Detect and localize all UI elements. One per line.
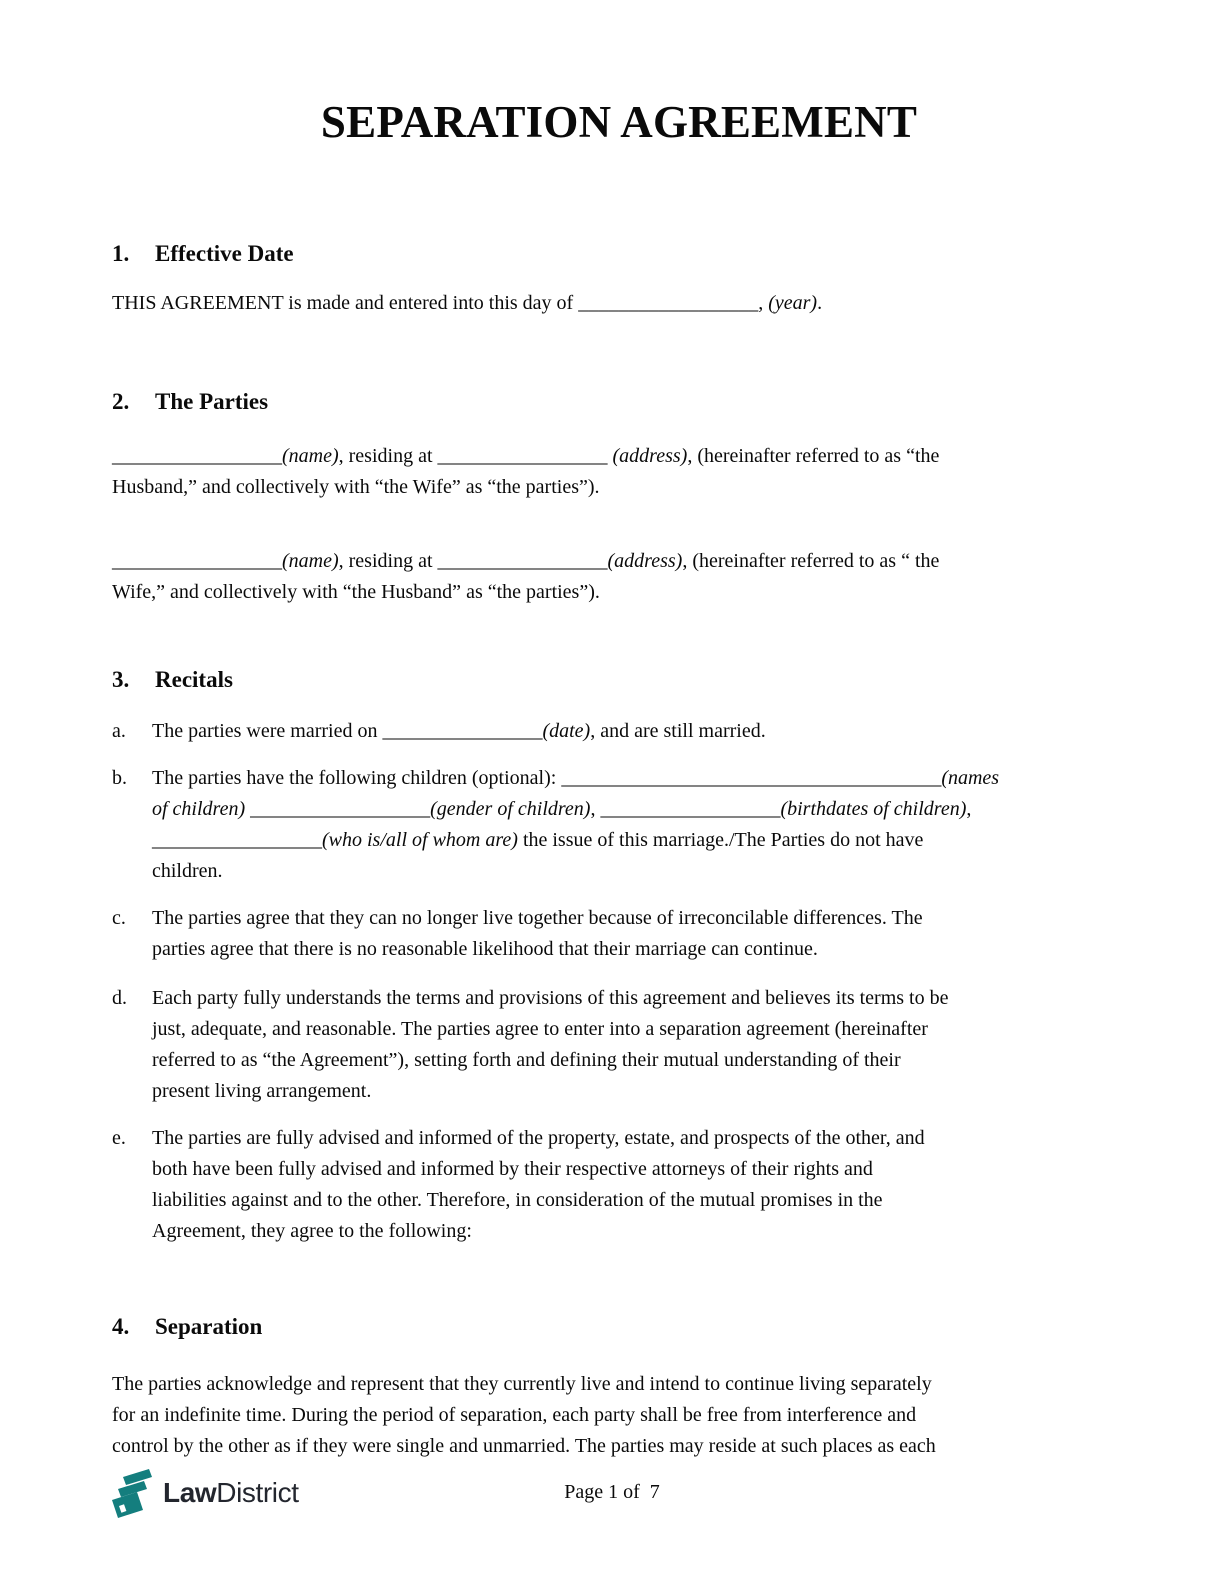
item-letter: a. (112, 720, 126, 742)
recital-item-a (112, 716, 1126, 747)
section-title: Separation (155, 1314, 263, 1339)
item-letter: d. (112, 987, 127, 1009)
section-title: The Parties (155, 389, 269, 414)
text-segment: children. (152, 860, 223, 882)
text-segment: present living arrangement. (152, 1080, 372, 1102)
text-segment: (birthdates of children) (780, 798, 967, 820)
husband-party-paragraph (112, 441, 1126, 503)
blank-field: __________________ (250, 798, 431, 820)
text-segment: (address) (607, 550, 683, 572)
item-text (152, 983, 1126, 1107)
section-number: 4. (112, 1314, 130, 1339)
text-segment: The parties are fully advised and informed of the property, estate, and prospects of the other, and (152, 1127, 925, 1149)
text-segment: referred to as “the Agreement”), setting forth and defining their mutual understanding of their (152, 1049, 901, 1071)
section-effective-date (112, 240, 1126, 319)
section-title: Recitals (155, 667, 233, 692)
text-segment: THIS AGREEMENT is made and entered into this day of (112, 292, 579, 314)
blank-field: _________________ (437, 445, 613, 467)
page-number: Page 1 of 7 (564, 1481, 660, 1503)
recital-item-b (112, 763, 1126, 887)
text-segment: , residing at (338, 445, 438, 467)
item-text (152, 716, 1126, 747)
text-segment: The parties acknowledge and represent that they currently live and intend to continue living separately (112, 1373, 932, 1395)
blank-field: _________________ (152, 829, 322, 851)
section-the-parties (112, 388, 1126, 608)
blank-field: _________________ (437, 550, 608, 572)
section-heading (112, 1313, 1126, 1341)
blank-field: _________________ (112, 550, 282, 572)
item-letter: b. (112, 767, 127, 789)
text-segment: (name) (282, 445, 339, 467)
text-segment: , and are still married. (590, 720, 766, 742)
blank-field: __________________ (578, 292, 759, 314)
text-segment: (year) (768, 292, 818, 314)
separation-paragraph (112, 1369, 1126, 1462)
text-segment: Wife,” and collectively with “the Husband” as “the parties”). (112, 581, 600, 603)
text-segment: for an indefinite time. During the period of separation, each party shall be free from interference and (112, 1404, 917, 1426)
document-content (112, 0, 1126, 1462)
blank-field: ________________ (382, 720, 543, 742)
text-segment: the issue of this marriage./The Parties do not have (517, 829, 924, 851)
item-letter: c. (112, 907, 126, 929)
text-segment: , (hereinafter referred to as “the (687, 445, 940, 467)
blank-field: ______________________________________ (561, 767, 942, 789)
effective-date-paragraph (112, 288, 1126, 319)
section-separation (112, 1313, 1126, 1462)
text-segment: , (hereinafter referred to as “ the (682, 550, 940, 572)
blank-field: _________________ (112, 445, 282, 467)
section-number: 1. (112, 241, 130, 266)
section-number: 2. (112, 389, 130, 414)
text-segment: liabilities against and to the other. Therefore, in consideration of the mutual promises in the (152, 1189, 883, 1211)
text-segment: (date) (542, 720, 591, 742)
recital-item-d (112, 983, 1126, 1107)
item-letter: e. (112, 1127, 126, 1149)
section-title: Effective Date (155, 241, 294, 266)
logo-district-text: District (216, 1477, 299, 1508)
text-segment: (who is/all of whom are) (322, 829, 518, 851)
text-segment: Agreement, they agree to the following: (152, 1220, 472, 1242)
section-number: 3. (112, 667, 130, 692)
text-segment: , (758, 292, 769, 314)
text-segment: both have been fully advised and informed by their respective attorneys of their rights and (152, 1158, 873, 1180)
section-recitals (112, 666, 1126, 1247)
section-heading (112, 388, 1126, 416)
recital-item-c (112, 903, 1126, 965)
text-segment: of children) (152, 798, 246, 820)
section-heading (112, 666, 1126, 694)
text-segment: Each party fully understands the terms and provisions of this agreement and believes its terms to be (152, 987, 949, 1009)
text-segment: (address) (612, 445, 688, 467)
text-segment: (gender of children) (430, 798, 591, 820)
text-segment: (name) (282, 550, 339, 572)
blank-field: __________________ (600, 798, 781, 820)
item-text (152, 1123, 1126, 1247)
section-heading (112, 240, 1126, 268)
item-text (152, 763, 1126, 887)
document-title: SEPARATION AGREEMENT (320, 97, 918, 147)
text-segment: The parties were married on (152, 720, 383, 742)
recital-item-e (112, 1123, 1126, 1247)
item-text (152, 903, 1126, 965)
text-segment: Husband,” and collectively with “the Wife” as “the parties”). (112, 476, 600, 498)
text-segment: . (817, 292, 823, 314)
text-segment: , residing at (338, 550, 438, 572)
text-segment: , (966, 798, 972, 820)
text-segment: just, adequate, and reasonable. The parties agree to enter into a separation agreement (hereinafter (152, 1018, 928, 1040)
text-segment: , (590, 798, 601, 820)
logo-law-text: Law (163, 1477, 217, 1508)
text-segment: The parties agree that they can no longer live together because of irreconcilable differences. The (152, 907, 923, 929)
text-segment: The parties have the following children (optional): (152, 767, 562, 789)
text-segment: control by the other as if they were single and unmarried. The parties may reside at such places as each (112, 1435, 936, 1457)
wife-party-paragraph (112, 546, 1126, 608)
text-segment: parties agree that there is no reasonable likelihood that their marriage can continue. (152, 938, 818, 960)
text-segment: (names (941, 767, 1000, 789)
